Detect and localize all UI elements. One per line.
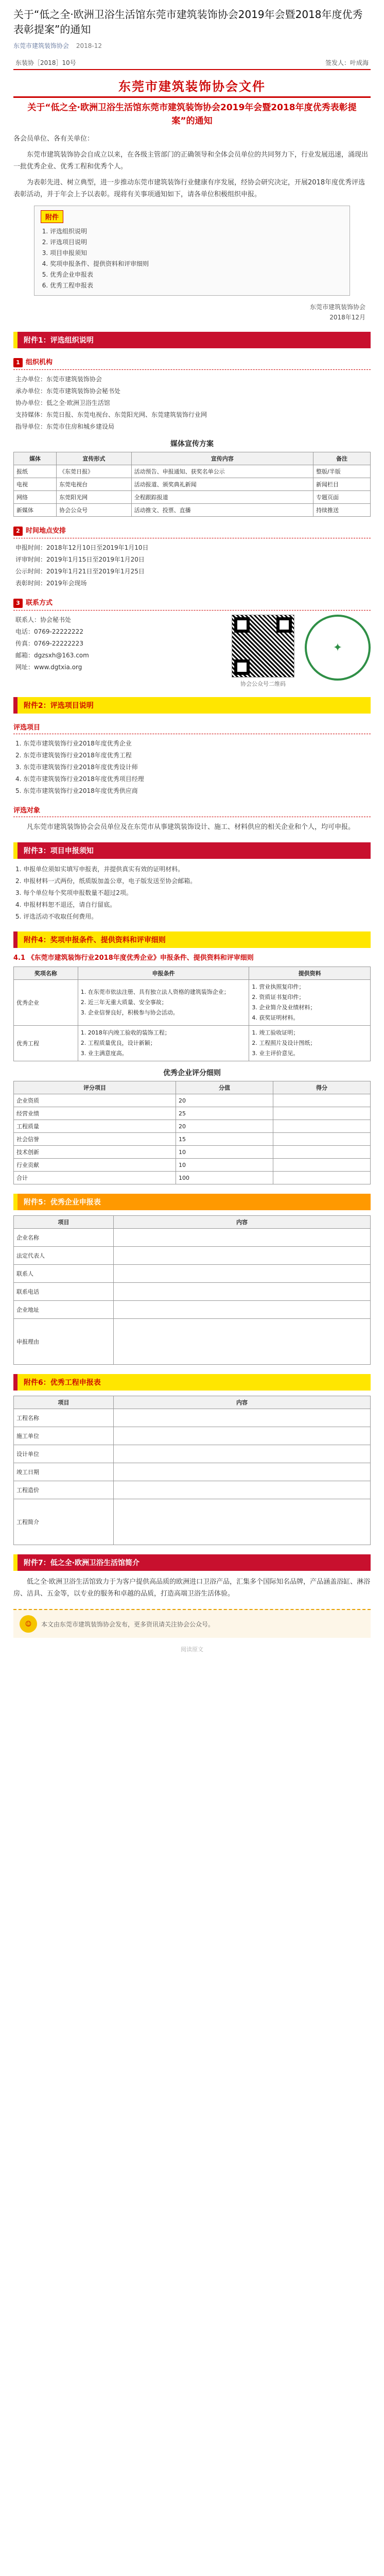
table-header: 宣传形式 [57, 452, 132, 465]
form-input-cell[interactable] [114, 1319, 371, 1365]
table-cell: 工程简介 [14, 1499, 114, 1545]
subsection-title: 时间地点安排 [26, 527, 66, 535]
form-input-cell[interactable] [114, 1499, 371, 1545]
org-title: 东莞市建筑装饰协会文件 [118, 79, 266, 94]
table-row [14, 1319, 371, 1365]
table-cell: 《东莞日报》 [57, 465, 132, 478]
form-input-cell[interactable] [114, 1445, 371, 1463]
form-input-cell[interactable] [114, 1247, 371, 1265]
table-header: 得分 [273, 1081, 371, 1094]
table-row [14, 1445, 371, 1463]
table-cell: 法定代表人 [14, 1247, 114, 1265]
table-row [14, 1172, 371, 1184]
table-row [14, 1409, 371, 1427]
table-cell: 企业资质 [14, 1094, 176, 1107]
table-row [14, 1026, 371, 1061]
signature-org: 东莞市建筑装饰协会 [309, 303, 365, 311]
table-cell: 网络 [14, 491, 57, 504]
section-4-header: 附件4：奖项申报条件、提供资料和评审细则 [13, 931, 371, 948]
signature-date: 2018年12月 [329, 314, 365, 321]
table-header: 宣传内容 [131, 452, 313, 465]
table-cell: 20 [176, 1120, 273, 1133]
table-cell: 专题页面 [313, 491, 371, 504]
form-input-cell[interactable] [114, 1409, 371, 1427]
table-row [14, 504, 371, 517]
table-header: 内容 [114, 1396, 371, 1409]
table-header: 奖项名称 [14, 967, 78, 980]
subsection-number: 3 [13, 599, 23, 608]
list-item: 评审时间：2019年1月15日至2019年1月20日 [15, 556, 145, 563]
subsection-schedule [13, 523, 371, 538]
table-cell: 施工单位 [14, 1427, 114, 1445]
red-divider [13, 96, 371, 98]
subsection-title: 联系方式 [26, 599, 53, 607]
table-cell: 10 [176, 1146, 273, 1159]
attachment-item: 3. 项目申报须知 [50, 248, 343, 259]
form-input-cell[interactable] [114, 1463, 371, 1481]
list-item: 2. 申报材料一式两份，纸质版加盖公章，电子版发送至协会邮箱。 [15, 877, 197, 885]
table-cell: 联系电话 [14, 1283, 114, 1301]
table-cell [273, 1159, 371, 1172]
list-item: 支持媒体：东莞日报、东莞电视台、东莞阳光网、东莞建筑装饰行业网 [15, 411, 207, 418]
table-row [14, 1247, 371, 1265]
attachment-item: 5. 优秀企业申报表 [50, 269, 343, 280]
table-cell: 社会信誉 [14, 1133, 176, 1146]
contact-block [13, 615, 371, 688]
table-row [14, 1265, 371, 1283]
list-item: 3. 每个单位每个奖项申报数量不超过2项。 [15, 889, 132, 896]
table-cell: 1. 竣工验收证明； 2. 工程照片及设计图纸； 3. 业主评价意见。 [249, 1026, 371, 1061]
subsection-number: 2 [13, 527, 23, 536]
table-row [14, 1463, 371, 1481]
form-input-cell[interactable] [114, 1301, 371, 1319]
qr-caption: 协会公众号二维码 [240, 681, 286, 687]
list-item: 主办单位：东莞市建筑装饰协会 [15, 376, 102, 383]
table-cell: 合计 [14, 1172, 176, 1184]
section-3-header: 附件3：项目申报须知 [13, 842, 371, 859]
list-item: 承办单位：东莞市建筑装饰协会秘书处 [15, 387, 121, 395]
table-cell: 20 [176, 1094, 273, 1107]
section-2-header: 附件2：评选项目说明 [13, 697, 371, 714]
article-title: 关于“低之全·欧洲卫浴生活馆东莞市建筑装饰协会2019年会暨2018年度优秀表彰提案”的通知 [13, 8, 363, 36]
table-cell: 整版/半版 [313, 465, 371, 478]
table-cell: 优秀工程 [14, 1026, 78, 1061]
organization-list [13, 374, 371, 432]
media-table-title: 媒体宣传方案 [170, 440, 214, 448]
table-cell: 企业名称 [14, 1229, 114, 1247]
table-row [14, 1427, 371, 1445]
table-cell: 东莞阳光网 [57, 491, 132, 504]
table-cell: 1. 2018年内竣工验收的装饰工程； 2. 工程质量优良，设计新颖； 3. 业主满意度高。 [78, 1026, 249, 1061]
association-logo-icon: ✦ [305, 615, 371, 681]
table-header: 分值 [176, 1081, 273, 1094]
section-1-header: 附件1：评选组织说明 [13, 332, 371, 348]
table-row [14, 1301, 371, 1319]
table-cell: 25 [176, 1107, 273, 1120]
table-cell [273, 1120, 371, 1133]
table-cell: 设计单位 [14, 1445, 114, 1463]
section-6-header: 附件6：优秀工程申报表 [13, 1374, 371, 1391]
table-row [14, 465, 371, 478]
list-item: 联系人：协会秘书处 [15, 616, 72, 623]
list-item: 传真：0769-22222223 [15, 640, 83, 647]
section-7-header: 附件7：低之全·欧洲卫浴生活馆简介 [13, 1554, 371, 1571]
table-cell: 工程名称 [14, 1409, 114, 1427]
form-input-cell[interactable] [114, 1481, 371, 1499]
table-cell: 申报理由 [14, 1319, 114, 1365]
table-header: 申报条件 [78, 967, 249, 980]
table-row [14, 1481, 371, 1499]
table-cell: 新闻栏目 [313, 478, 371, 491]
table-row [14, 1107, 371, 1120]
table-cell: 技术创新 [14, 1146, 176, 1159]
contact-list [13, 615, 221, 674]
table-row [14, 1159, 371, 1172]
table-row [14, 1120, 371, 1133]
read-more-link[interactable]: 阅读原文 [181, 1646, 203, 1653]
table-cell: 活动预告、申报通知、获奖名单公示 [131, 465, 313, 478]
table-row [14, 1499, 371, 1545]
table-cell: 1. 营业执照复印件； 2. 资质证书复印件； 3. 企业简介及业绩材料； 4. 获奖证明材料。 [249, 980, 371, 1026]
footer [13, 1609, 371, 1638]
subsection-organization [13, 354, 371, 370]
list-item: 电话：0769-22222222 [15, 628, 83, 635]
subsection-title: 评选项目 [13, 724, 41, 732]
table-cell: 企业地址 [14, 1301, 114, 1319]
table-cell: 活动推文、投票、直播 [131, 504, 313, 517]
table-row [14, 1283, 371, 1301]
table-cell: 100 [176, 1172, 273, 1184]
items-list [13, 738, 371, 796]
table-header: 备注 [313, 452, 371, 465]
table-header: 项目 [14, 1216, 114, 1229]
sponsor-paragraph: 低之全·欧洲卫浴生活馆致力于为客户提供高品质的欧洲进口卫浴产品，汇集多个国际知名品牌，产品涵盖浴缸、淋浴房、洁具、五金等，以专业的服务和卓越的品质，打造高端卫浴生活体验。 [13, 1578, 371, 1598]
media-table [13, 452, 371, 517]
table-header: 项目 [14, 1396, 114, 1409]
list-item: 申报时间：2018年12月10日至2019年1月10日 [15, 544, 149, 551]
criteria-table [13, 967, 371, 1061]
doc-number: 东装协［2018］10号 [15, 59, 76, 66]
table-header: 提供资料 [249, 967, 371, 980]
rules-list [13, 864, 371, 922]
table-cell: 联系人 [14, 1265, 114, 1283]
table-cell [273, 1133, 371, 1146]
targets-paragraph: 凡东莞市建筑装饰协会会员单位及在东莞市从事建筑装饰设计、施工、材料供应的相关企业和个人，均可申报。 [27, 823, 355, 831]
footer-text: 本文由东莞市建筑装饰协会发布，更多资讯请关注协会公众号。 [41, 1620, 215, 1628]
subsection-title: 组织机构 [26, 359, 53, 366]
form-input-cell[interactable] [114, 1427, 371, 1445]
table-header: 评分项目 [14, 1081, 176, 1094]
table-cell: 1. 在东莞市依法注册、具有独立法人资格的建筑装饰企业； 2. 近三年无重大质量、安全事故； 3. 企业信誉良好，积极参与协会活动。 [78, 980, 249, 1026]
list-item: 邮箱：dgzsxh@163.com [15, 652, 89, 659]
list-item: 协办单位：低之全·欧洲卫浴生活馆 [15, 399, 110, 406]
source-link[interactable]: 东莞市建筑装饰协会 [13, 42, 69, 49]
attachment-item: 4. 奖项申报条件、提供资料和评审细则 [50, 259, 343, 269]
subsection-targets [13, 803, 371, 817]
list-item: 4. 申报材料恕不退还，请自行留底。 [15, 901, 116, 908]
schedule-list [13, 543, 371, 589]
attachments-box [34, 206, 350, 296]
doc-signer: 签发人：叶成海 [325, 59, 369, 66]
table-cell [273, 1172, 371, 1184]
list-item: 指导单位：东莞市住房和城乡建设局 [15, 423, 115, 430]
table-cell: 工程质量 [14, 1120, 176, 1133]
score-table [13, 1081, 371, 1184]
table-cell: 15 [176, 1133, 273, 1146]
attachment-item: 6. 优秀工程申报表 [50, 280, 343, 291]
attachment-item: 1. 评选组织说明 [50, 226, 343, 237]
table-row [14, 980, 371, 1026]
form-input-cell[interactable] [114, 1283, 371, 1301]
criteria-title: 4.1 《东莞市建筑装饰行业2018年度优秀企业》申报条件、提供资料和评审细则 [13, 954, 254, 962]
table-cell: 电视 [14, 478, 57, 491]
table-cell [273, 1094, 371, 1107]
subsection-items [13, 720, 371, 734]
table-cell: 协会公众号 [57, 504, 132, 517]
project-form-table [13, 1396, 371, 1545]
table-row [14, 491, 371, 504]
table-cell: 优秀企业 [14, 980, 78, 1026]
table-header: 媒体 [14, 452, 57, 465]
list-item: 5. 评选活动不收取任何费用。 [15, 913, 98, 920]
list-item: 4. 东莞市建筑装饰行业2018年度优秀项目经理 [15, 775, 144, 783]
list-item: 5. 东莞市建筑装饰行业2018年度优秀供应商 [15, 787, 138, 794]
table-cell: 10 [176, 1159, 273, 1172]
table-header: 内容 [114, 1216, 371, 1229]
list-item: 1. 申报单位须如实填写申报表，并提供真实有效的证明材料。 [15, 866, 184, 873]
attachments-label: 附件 [41, 210, 63, 223]
table-cell: 新媒体 [14, 504, 57, 517]
form-input-cell[interactable] [114, 1229, 371, 1247]
intro-paragraph-2: 为表彰先进、树立典型，进一步推动东莞市建筑装饰行业健康有序发展，经协会研究决定，开展2018年度优秀评选表彰活动，并于年会上予以表彰。现将有关事项通知如下，请各单位积极组织申报。 [13, 179, 365, 198]
table-cell: 行业贡献 [14, 1159, 176, 1172]
addressee: 各会员单位、各有关单位： [13, 135, 94, 143]
list-item: 3. 东莞市建筑装饰行业2018年度优秀设计师 [15, 764, 138, 771]
qr-block [232, 615, 294, 688]
table-cell: 报纸 [14, 465, 57, 478]
attachment-item: 2. 评选项目说明 [50, 237, 343, 248]
article-date: 2018-12 [76, 42, 102, 49]
score-table-title: 优秀企业评分细则 [163, 1069, 221, 1077]
table-row [14, 1229, 371, 1247]
table-cell [273, 1107, 371, 1120]
list-item: 公示时间：2019年1月21日至2019年1月25日 [15, 568, 145, 575]
enterprise-form-table [13, 1215, 371, 1365]
table-cell: 工程造价 [14, 1481, 114, 1499]
table-cell [273, 1146, 371, 1159]
mascot-icon: ☺ [20, 1615, 37, 1633]
table-row [14, 1133, 371, 1146]
article-meta [13, 41, 371, 50]
subsection-number: 1 [13, 358, 23, 367]
list-item: 1. 东莞市建筑装饰行业2018年度优秀企业 [15, 740, 132, 747]
doc-number-row [13, 53, 371, 70]
subsection-contact [13, 595, 371, 611]
section-5-header: 附件5：优秀企业申报表 [13, 1194, 371, 1210]
table-row [14, 1146, 371, 1159]
table-row [14, 478, 371, 491]
intro-paragraph-1: 东莞市建筑装饰协会自成立以来，在各级主管部门的正确领导和全体会员单位的共同努力下，行业发展迅速，涌现出一批优秀企业、优秀工程和优秀个人。 [13, 151, 369, 171]
form-input-cell[interactable] [114, 1265, 371, 1283]
table-cell: 活动报道、颁奖典礼新闻 [131, 478, 313, 491]
subsection-title: 评选对象 [13, 807, 41, 815]
list-item: 表彰时间：2019年会现场 [15, 580, 87, 587]
signature [19, 302, 365, 323]
notice-title: 关于“低之全·欧洲卫浴生活馆东莞市建筑装饰协会2019年会暨2018年度优秀表彰提案”的通知 [27, 103, 357, 126]
list-item: 2. 东莞市建筑装饰行业2018年度优秀工程 [15, 752, 132, 759]
table-row [14, 1094, 371, 1107]
list-item: 网址：www.dgtxia.org [15, 664, 82, 671]
table-cell: 全程跟踪报道 [131, 491, 313, 504]
table-cell: 东莞电视台 [57, 478, 132, 491]
table-cell: 持续推送 [313, 504, 371, 517]
table-cell: 经营业绩 [14, 1107, 176, 1120]
table-cell: 竣工日期 [14, 1463, 114, 1481]
attachments-list [41, 226, 343, 291]
qr-code-icon [232, 615, 294, 677]
